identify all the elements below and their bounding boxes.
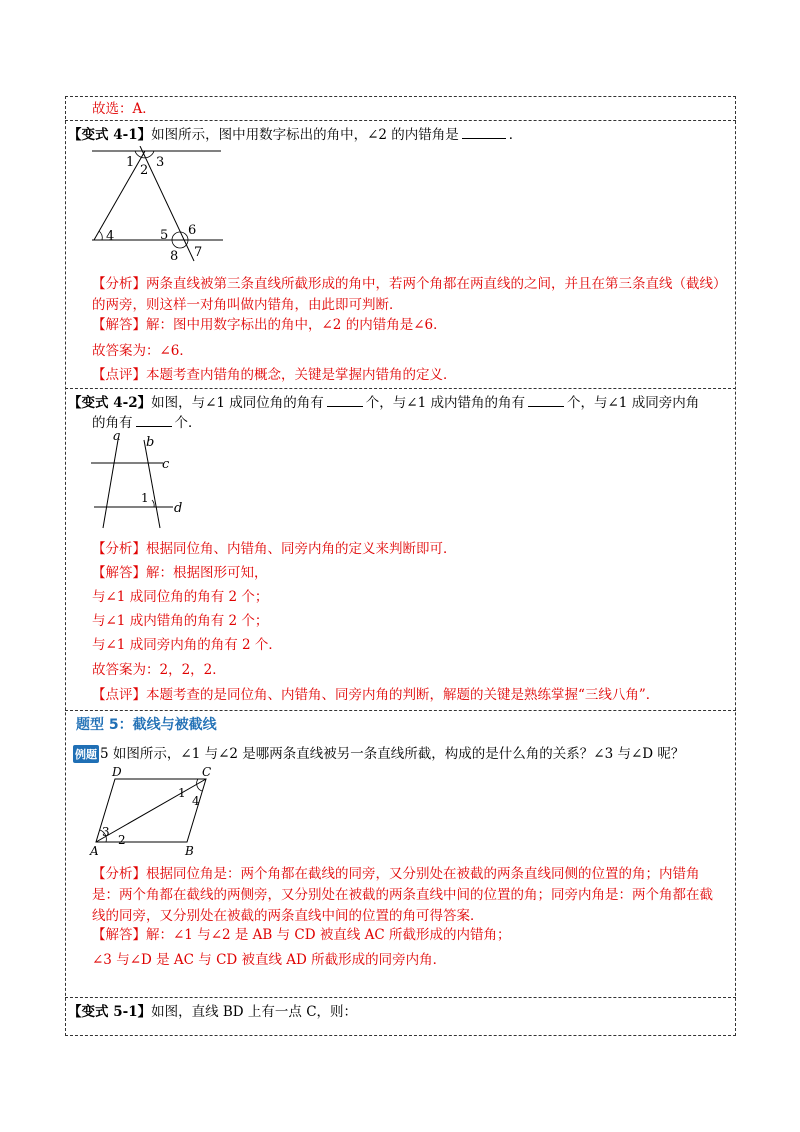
v42-final: 故答案为：2，2，2． bbox=[92, 662, 226, 678]
t5-figure bbox=[88, 764, 223, 858]
text: 解：图中用数字标出的角中，∠2 的内错角是∠6． bbox=[146, 317, 447, 333]
fig-label: 1 bbox=[126, 155, 135, 170]
tag: 【分析】 bbox=[92, 276, 146, 292]
v41-figure bbox=[88, 146, 233, 264]
tag: 【点评】 bbox=[92, 367, 146, 383]
text: 本题考查内错角的概念，关键是掌握内错角的定义． bbox=[146, 367, 457, 383]
separator bbox=[65, 1035, 736, 1036]
v51-tag: 【变式 5-1】 bbox=[68, 1004, 152, 1020]
text: 个． bbox=[174, 415, 202, 431]
v42-comment bbox=[92, 686, 659, 704]
v42-figure bbox=[88, 430, 198, 530]
fig-label: C bbox=[202, 765, 212, 779]
text: 根据同位角是：两个角都在截线的同旁，又分别处在被截的两条直线同侧的位置的角；内错角是：两个角都在截线的两侧旁，又分别处在被截的两条直线中间的位置的角；同旁内角是：两个角都在截线的同旁，又分别处在被截的两条直线中间的位置的角可得答案． bbox=[92, 866, 713, 924]
fig-label: 7 bbox=[194, 245, 203, 260]
fig-label: 6 bbox=[188, 223, 197, 238]
v42-line3: 与∠1 成同旁内角的角有 2 个． bbox=[92, 637, 282, 653]
fig-label: c bbox=[162, 457, 170, 472]
section-title: 题型 5：截线与被截线 bbox=[76, 717, 217, 733]
example-badge: 例题 bbox=[73, 745, 99, 763]
tag: 【分析】 bbox=[92, 541, 146, 557]
v41-question bbox=[68, 126, 522, 144]
text: 如图，直线 BD 上有一点 C，则： bbox=[151, 1004, 358, 1020]
fig-label: a bbox=[113, 430, 121, 444]
text: 如图，与∠1 成同位角的角有 bbox=[151, 395, 324, 411]
tag: 【解答】 bbox=[92, 927, 146, 943]
fig-label: 3 bbox=[156, 155, 165, 170]
v41-tag: 【变式 4-1】 bbox=[68, 127, 152, 143]
tag: 【解答】 bbox=[92, 317, 146, 333]
text: 本题考查的是同位角、内错角、同旁内角的判断，解题的关键是熟练掌握“三线八角”． bbox=[146, 687, 660, 703]
top-answer: 故选：A． bbox=[92, 101, 156, 117]
fig-label: 2 bbox=[140, 163, 149, 178]
blank bbox=[136, 414, 172, 427]
v42-tag: 【变式 4-2】 bbox=[68, 395, 152, 411]
fig-label: d bbox=[174, 501, 183, 516]
v41-blank bbox=[462, 126, 506, 139]
text: 个，与∠1 成内错角的角有 bbox=[365, 395, 525, 411]
fig-label: 4 bbox=[106, 229, 115, 244]
v41-q-text: 如图所示，图中用数字标出的角中，∠2 的内错角是 bbox=[151, 127, 459, 143]
fig-label: B bbox=[185, 844, 194, 858]
v42-question-line1 bbox=[68, 394, 699, 412]
separator bbox=[65, 388, 736, 389]
v41-q-end: ． bbox=[508, 127, 523, 143]
fig-label: 8 bbox=[170, 249, 179, 264]
fig-label: D bbox=[112, 765, 122, 779]
v42-analysis bbox=[92, 540, 457, 558]
fig-label: 4 bbox=[192, 794, 200, 808]
fig-label: A bbox=[90, 844, 99, 858]
v41-final: 故答案为：∠6． bbox=[92, 343, 193, 359]
fig-label: 1 bbox=[141, 491, 149, 505]
separator bbox=[65, 120, 736, 121]
text: 个，与∠1 成同旁内角 bbox=[567, 395, 700, 411]
v41-analysis bbox=[92, 274, 726, 316]
text: 两条直线被第三条直线所截形成的角中，若两个角都在两直线的之间，并且在第三条直线（截线）的两旁，则这样一对角叫做内错角，由此即可判断． bbox=[92, 276, 720, 313]
t5-answer bbox=[92, 926, 511, 944]
text: 解：∠1 与∠2 是 AB 与 CD 被直线 AC 所截形成的内错角； bbox=[146, 927, 511, 943]
tag: 【点评】 bbox=[92, 687, 146, 703]
separator bbox=[65, 997, 736, 998]
blank bbox=[528, 394, 564, 407]
blank bbox=[327, 394, 363, 407]
text: 解：根据图形可知， bbox=[146, 565, 268, 581]
text: 根据同位角、内错角、同旁内角的定义来判断即可． bbox=[146, 541, 457, 557]
tag: 【解答】 bbox=[92, 565, 146, 581]
v41-answer bbox=[92, 316, 447, 334]
t5-answer-line2: ∠3 与∠D 是 AC 与 CD 被直线 AD 所截形成的同旁内角． bbox=[92, 952, 447, 968]
v42-answer bbox=[92, 564, 268, 582]
text: 的角有 bbox=[92, 415, 133, 431]
separator bbox=[65, 96, 736, 97]
fig-label: 1 bbox=[178, 786, 186, 800]
v41-comment bbox=[92, 366, 457, 384]
fig-label: 3 bbox=[102, 825, 110, 839]
t5-question: 5 如图所示，∠1 与∠2 是哪两条直线被另一条直线所截，构成的是什么角的关系？∠3 与∠D 呢？ bbox=[100, 746, 685, 762]
fig-label: 5 bbox=[160, 228, 169, 243]
v51-question bbox=[68, 1003, 357, 1021]
v42-line1: 与∠1 成同位角的角有 2 个； bbox=[92, 589, 269, 605]
t5-analysis bbox=[92, 864, 726, 927]
v42-line2: 与∠1 成内错角的角有 2 个； bbox=[92, 613, 269, 629]
fig-label: b bbox=[146, 435, 155, 450]
separator bbox=[65, 710, 736, 711]
fig-label: 2 bbox=[118, 833, 126, 847]
tag: 【分析】 bbox=[92, 866, 146, 882]
